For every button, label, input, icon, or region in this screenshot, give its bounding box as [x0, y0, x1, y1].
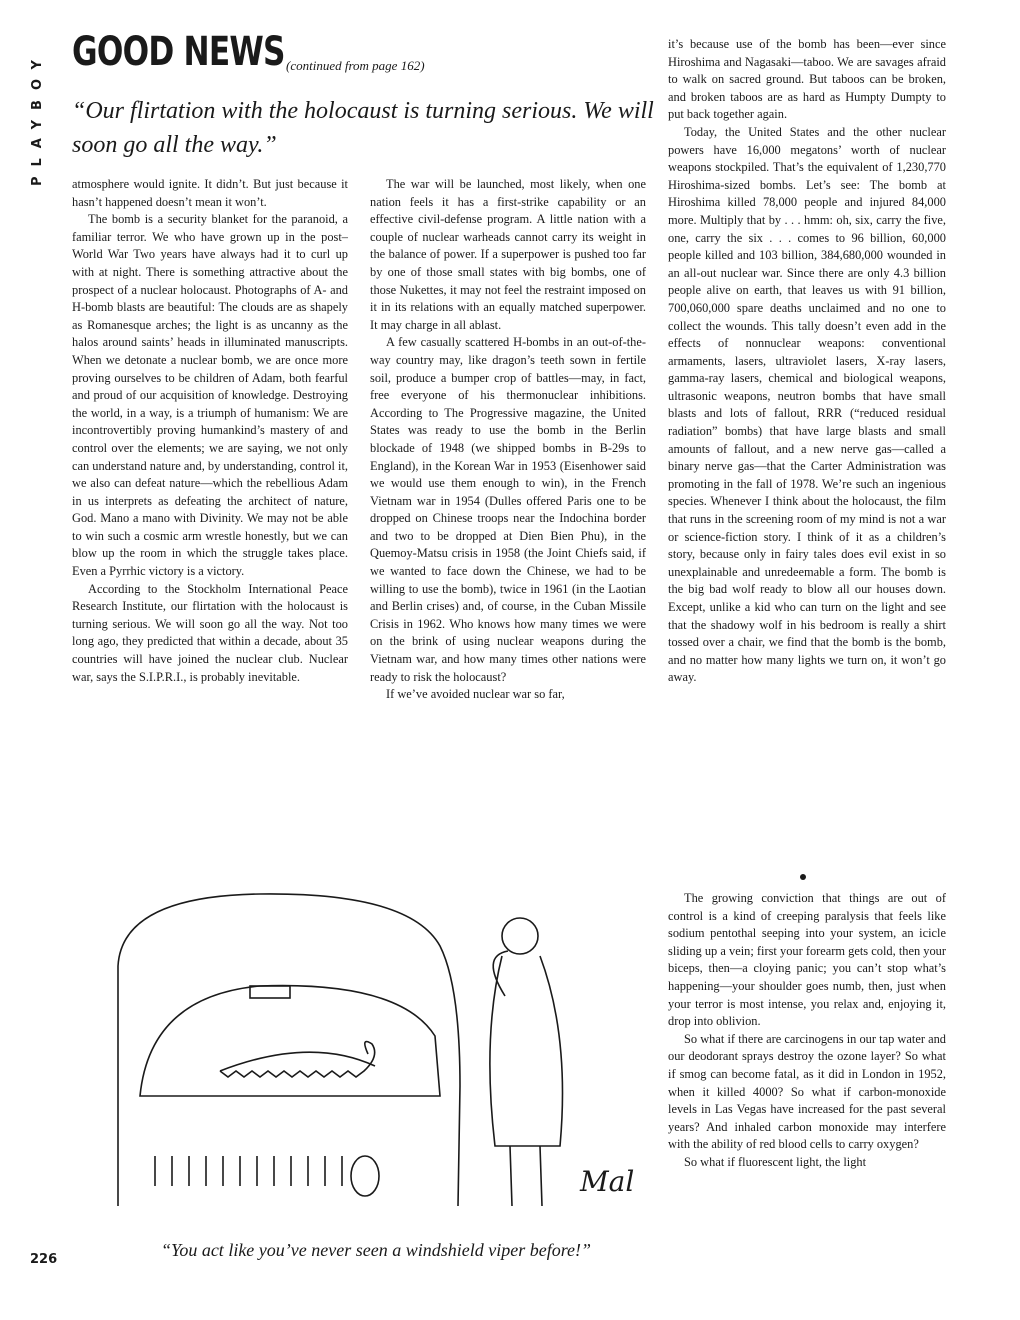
paragraph: So what if there are carcinogens in our tap water and our deodorant sprays destroy the ozone layer? So what if smog can become fatal, as it did in London in 1952, when it killed 4000? So what if carbon-monoxide levels in Las Vegas have increased for the past several years? And inhaled carbon monoxide may interfere with the ability of red blood cells to carry oxygen?	[668, 1031, 946, 1152]
column-2	[370, 176, 646, 704]
paragraph: A few casually scattered H-bombs in an out-of-the-way country may, like dragon’s teeth sown in fertile soil, produce a bumper crop of battles—may, in fact, free everyone of his thermonuclear inhibitions. According to The Progressive magazine, the United States was ready to use the bomb in the Berlin blockade of 1948 (we shipped bombs in B-29s to England), in the Korean War in 1953 (Eisenhower said we would use them enough to win), in the French Vietnam war in 1954 (Dulles offered Paris one to be dropped on Chinese troops near the Indochina border and two to be dropped at Dien Bien Phu), in the Quemoy-Matsu crisis in 1958 (the Joint Chiefs said, if we wanted to face down the Chinese, we had to be willing to use the bomb), twice in 1961 (in the Laotian and Berlin crises) and, of course, in the Cuban Missile Crisis in 1962. Who knows how many times we were on the brink of using nuclear weapons during the Vietnam war, and how many times other nations were ready to risk the holocaust?	[370, 335, 646, 684]
section-break-dot	[800, 874, 806, 880]
paragraph: atmosphere would ignite. It didn’t. But just because it hasn’t happened doesn’t mean it won’t.	[72, 177, 348, 209]
viper-snake	[220, 1042, 375, 1077]
paragraph: it’s because use of the bomb has been—ever since Hiroshima and Nagasaki—taboo. We are savages afraid to walk on sacred ground. But taboos can be broken, and broken taboos are as hard as Humpty Dumpty to put back together again.	[668, 37, 946, 122]
column-1	[72, 176, 348, 686]
grille	[155, 1156, 342, 1186]
page-number: 226	[30, 1252, 58, 1267]
column-3-continued	[668, 890, 946, 1172]
windshield	[140, 986, 440, 1096]
paragraph: The war will be launched, most likely, when one nation feels it has a first-strike capability or an effective civil-defense program. A little nation with a couple of nuclear warheads cannot carry its weight in the balance of power. If a superpower is pushed too far by one of those small states with big bombs, one of those Nukettes, it may not feel the restraint imposed on it in its relations with an equally matched superpower. It may charge in all ablast.	[370, 177, 646, 332]
car-body	[118, 894, 460, 1206]
pull-quote: “Our flirtation with the holocaust is turning serious. We will soon go all the way.”	[72, 98, 654, 158]
man-body	[490, 956, 563, 1146]
continued-note: (continued from page 162)	[286, 58, 425, 73]
man-legs	[510, 1146, 542, 1206]
section-title: GOOD NEWS	[72, 29, 285, 75]
paragraph: The bomb is a security blanket for the paranoid, a familiar terror. We who have grown up in the post–World War Two years have always had it to curl up with at night. There is something attractive about the prospect of a nuclear holocaust. Photographs of A- and H-bomb blasts are beautiful: The clouds are as shapely as Romanesque arches; the light is as uncanny as the halos around saints’ heads in illuminated manuscripts. When we detonate a nuclear bomb, we are once more proving ourselves to be children of Adam, both fearful and proud of our acquisition of knowledge. Destroying the world, in a way, is a triumph of humanism: We are incontrovertibly proving humankind’s mastery of and control over the elements; we are saying, we not only can understand nature and, by understanding, control it, we also can defeat nature—which the rebellious Adam in us interprets as defeating the architect of nature, God. Mano a mano with Divinity. We may not be able to win such a cosmic arm wrestle honestly, but we can blow up the room in which the struggle takes place. Even a Pyrrhic victory is a victory.	[72, 212, 348, 579]
headlight	[351, 1156, 379, 1196]
cartoonist-signature: Mal	[580, 1165, 635, 1198]
paragraph: The growing conviction that things are out of control is a kind of creeping paralysis that feels like sodium pentothal seeping into your system, an icicle sliding up a vein; first your forearm gets cold, then your biceps, then—a cloying panic; you can’t stop what’s happening—your shoulder goes numb, then, just when your terror is most intense, you relax and, enjoying it, drop into oblivion.	[668, 891, 946, 1029]
man-head	[502, 918, 538, 954]
paragraph: So what if fluorescent light, the light	[684, 1154, 867, 1169]
paragraph: According to the Stockholm International Peace Research Institute, our flirtation with the holocaust is turning serious. We will soon go all the way. Not too long ago, they predicted that within a decade, about 35 countries will have joined the nuclear club. Nuclear war, says the S.I.P.R.I., is probably inevitable.	[72, 581, 348, 684]
cartoon-illustration	[110, 886, 650, 1226]
rear-view-mirror	[250, 986, 290, 998]
magazine-name: PLAYBOY	[30, 50, 45, 186]
paragraph: If we’ve avoided nuclear war so far,	[386, 687, 565, 702]
wiper-blade	[220, 1052, 375, 1071]
paragraph: Today, the United States and the other nuclear powers have 16,000 megatons’ worth of nuclear weapons stockpiled. That’s the equivalent of 1,230,770 Hiroshima-sized bombs. Let’s see: The bomb at Hiroshima killed 78,000 people and injured 84,000 more. Multiply that by . . . hmm: oh, six, carry the five, one, carry the six . . . comes to 96 billion, 60,000 people killed and 103 billion, 384,680,000 wounded in an all-out nuclear war. Since there are only 4.3 billion people alive on earth, that leaves us with 91 billion, 700,060,000 spare deaths unclaimed and no one to collect the wounds. This tally doesn’t even add in the effects of nonnuclear weapons: conventional armaments, lasers, ultraviolet lasers, X-ray lasers, gamma-ray lasers, chemical and biological weapons, ultrasonic weapons, neutron bombs that have small blasts and lots of fallout, RRR (“reduced residual radiation” bombs) that have large blasts and small amounts of fallout, and a new nerve gas—called a binary nerve gas—that the Carter Administration was promoting in the fall of 1978. We’re such an ingenious species. Whenever I think about the holocaust, the film that runs in the screening room of my mind is not a war or science-fiction story. I think of it as a children’s story, because only in fairy tales does evil exist in so unexplainable and unredeemable a form. The bomb is the big bad wolf ready to blow all our houses down. Except, unlike a kid who can turn on the light and see that the shadowy wolf in his bedroom is really a shirt tossed over a chair, we find that the bomb is the bomb, and no matter how many lights we turn on, it won’t go away.	[668, 124, 946, 685]
cartoon-caption: “You act like you’ve never seen a windshield viper before!”	[160, 1240, 592, 1260]
column-3	[668, 36, 946, 687]
